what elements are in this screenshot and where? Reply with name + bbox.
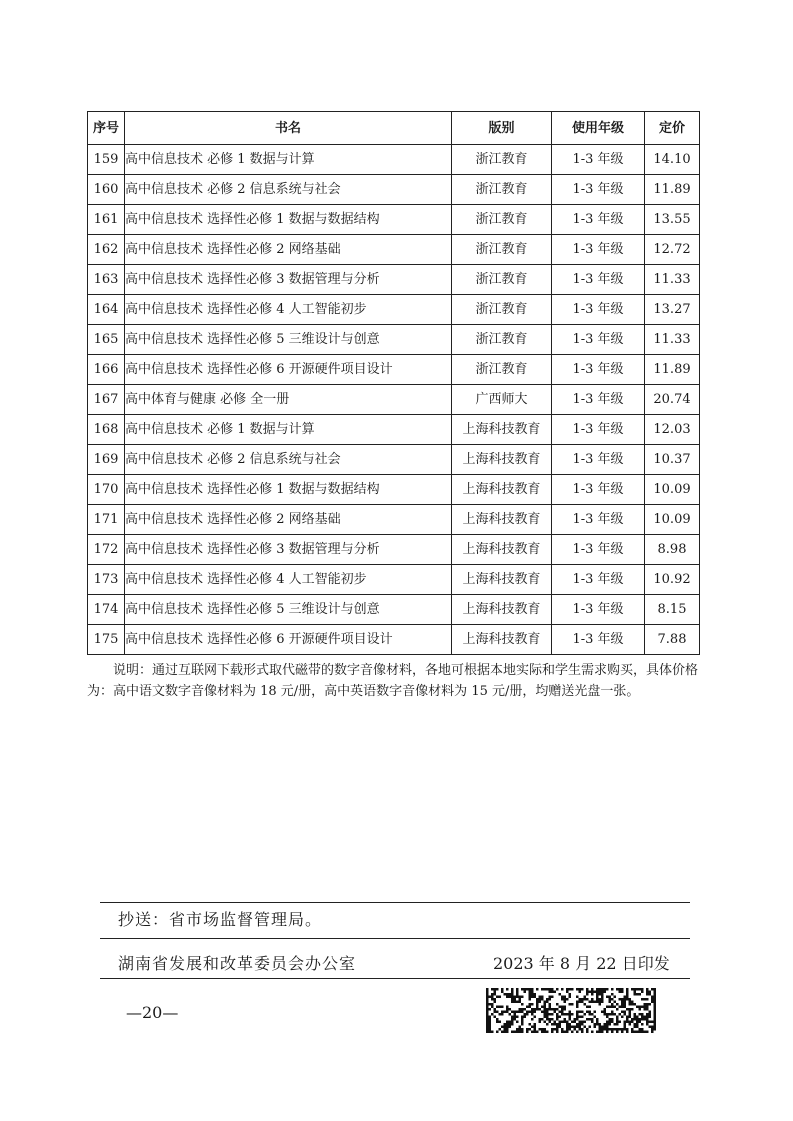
table-row (88, 295, 700, 325)
book-title: 高中信息技术 选择性必修 1 数据与数据结构 (125, 475, 452, 505)
grade-level: 1-3 年级 (552, 565, 645, 595)
page-number: —20— (126, 1003, 179, 1022)
price: 8.98 (645, 535, 700, 565)
publisher: 浙江教育 (452, 235, 552, 265)
grade-level: 1-3 年级 (552, 205, 645, 235)
row-number: 165 (88, 325, 125, 355)
publisher: 上海科技教育 (452, 415, 552, 445)
publisher: 上海科技教育 (452, 475, 552, 505)
note-paragraph: 说明：通过互联网下载形式取代磁带的数字音像材料，各地可根据本地实际和学生需求购买，具体价格为：高中语文数字音像材料为 18 元/册，高中英语数字音像材料为 15 元/册，均赠送光盘一张。 (87, 663, 699, 699)
price: 11.33 (645, 265, 700, 295)
header-publisher: 版别 (452, 112, 552, 145)
book-title: 高中信息技术 选择性必修 6 开源硬件项目设计 (125, 625, 452, 655)
publisher: 浙江教育 (452, 145, 552, 175)
price: 7.88 (645, 625, 700, 655)
table-row (88, 595, 700, 625)
publisher: 上海科技教育 (452, 505, 552, 535)
publisher: 浙江教育 (452, 175, 552, 205)
table-header-row (88, 112, 700, 145)
price: 11.33 (645, 325, 700, 355)
book-title: 高中信息技术 必修 1 数据与计算 (125, 415, 452, 445)
publisher: 浙江教育 (452, 295, 552, 325)
book-title: 高中信息技术 选择性必修 1 数据与数据结构 (125, 205, 452, 235)
row-number: 172 (88, 535, 125, 565)
grade-level: 1-3 年级 (552, 385, 645, 415)
book-title: 高中信息技术 选择性必修 6 开源硬件项目设计 (125, 355, 452, 385)
table-row (88, 415, 700, 445)
grade-level: 1-3 年级 (552, 355, 645, 385)
table-row (88, 445, 700, 475)
book-title: 高中信息技术 选择性必修 4 人工智能初步 (125, 565, 452, 595)
price: 10.92 (645, 565, 700, 595)
row-number: 167 (88, 385, 125, 415)
footer-rule-middle (100, 938, 690, 939)
price: 11.89 (645, 355, 700, 385)
grade-level: 1-3 年级 (552, 445, 645, 475)
book-title: 高中信息技术 选择性必修 2 网络基础 (125, 235, 452, 265)
cc-line: 抄送：省市场监督管理局。 (118, 910, 323, 929)
book-title: 高中信息技术 必修 1 数据与计算 (125, 145, 452, 175)
grade-level: 1-3 年级 (552, 235, 645, 265)
table-row (88, 625, 700, 655)
book-title: 高中信息技术 选择性必修 5 三维设计与创意 (125, 595, 452, 625)
publisher: 广西师大 (452, 385, 552, 415)
price: 10.09 (645, 475, 700, 505)
barcode-icon (486, 988, 658, 1033)
grade-level: 1-3 年级 (552, 145, 645, 175)
price-table (87, 111, 700, 655)
price: 12.03 (645, 415, 700, 445)
price: 13.55 (645, 205, 700, 235)
row-number: 163 (88, 265, 125, 295)
table-row (88, 325, 700, 355)
grade-level: 1-3 年级 (552, 175, 645, 205)
footer-rule-top (100, 902, 690, 903)
issuer: 湖南省发展和改革委员会办公室 (118, 954, 357, 973)
row-number: 174 (88, 595, 125, 625)
header-name: 书名 (125, 112, 452, 145)
book-title: 高中信息技术 选择性必修 5 三维设计与创意 (125, 325, 452, 355)
book-title: 高中信息技术 选择性必修 2 网络基础 (125, 505, 452, 535)
row-number: 171 (88, 505, 125, 535)
book-title: 高中信息技术 必修 2 信息系统与社会 (125, 175, 452, 205)
price: 14.10 (645, 145, 700, 175)
footer-rule-bottom (100, 978, 690, 979)
table-row (88, 205, 700, 235)
row-number: 159 (88, 145, 125, 175)
price: 12.72 (645, 235, 700, 265)
price: 10.09 (645, 505, 700, 535)
grade-level: 1-3 年级 (552, 325, 645, 355)
grade-level: 1-3 年级 (552, 505, 645, 535)
row-number: 162 (88, 235, 125, 265)
publisher: 上海科技教育 (452, 535, 552, 565)
publisher: 浙江教育 (452, 205, 552, 235)
book-title: 高中体育与健康 必修 全一册 (125, 385, 452, 415)
row-number: 168 (88, 415, 125, 445)
row-number: 161 (88, 205, 125, 235)
table-row (88, 385, 700, 415)
price: 13.27 (645, 295, 700, 325)
grade-level: 1-3 年级 (552, 265, 645, 295)
header-grade: 使用年级 (552, 112, 645, 145)
table-row (88, 565, 700, 595)
table-row (88, 475, 700, 505)
publisher: 上海科技教育 (452, 565, 552, 595)
publisher: 上海科技教育 (452, 595, 552, 625)
row-number: 169 (88, 445, 125, 475)
grade-level: 1-3 年级 (552, 475, 645, 505)
grade-level: 1-3 年级 (552, 295, 645, 325)
row-number: 170 (88, 475, 125, 505)
grade-level: 1-3 年级 (552, 625, 645, 655)
grade-level: 1-3 年级 (552, 595, 645, 625)
table-row (88, 355, 700, 385)
row-number: 173 (88, 565, 125, 595)
price: 8.15 (645, 595, 700, 625)
grade-level: 1-3 年级 (552, 415, 645, 445)
row-number: 160 (88, 175, 125, 205)
book-title: 高中信息技术 选择性必修 4 人工智能初步 (125, 295, 452, 325)
table-row (88, 175, 700, 205)
table-row (88, 145, 700, 175)
publisher: 上海科技教育 (452, 445, 552, 475)
row-number: 164 (88, 295, 125, 325)
publisher: 浙江教育 (452, 325, 552, 355)
price: 11.89 (645, 175, 700, 205)
book-title: 高中信息技术 选择性必修 3 数据管理与分析 (125, 535, 452, 565)
header-price: 定价 (645, 112, 700, 145)
publisher: 上海科技教育 (452, 625, 552, 655)
header-no: 序号 (88, 112, 125, 145)
row-number: 166 (88, 355, 125, 385)
publisher: 浙江教育 (452, 355, 552, 385)
publisher: 浙江教育 (452, 265, 552, 295)
table-row (88, 505, 700, 535)
row-number: 175 (88, 625, 125, 655)
table-row (88, 235, 700, 265)
price: 10.37 (645, 445, 700, 475)
table-row (88, 265, 700, 295)
issue-date: 2023 年 8 月 22 日印发 (493, 954, 670, 973)
book-title: 高中信息技术 选择性必修 3 数据管理与分析 (125, 265, 452, 295)
book-title: 高中信息技术 必修 2 信息系统与社会 (125, 445, 452, 475)
grade-level: 1-3 年级 (552, 535, 645, 565)
table-row (88, 535, 700, 565)
price: 20.74 (645, 385, 700, 415)
